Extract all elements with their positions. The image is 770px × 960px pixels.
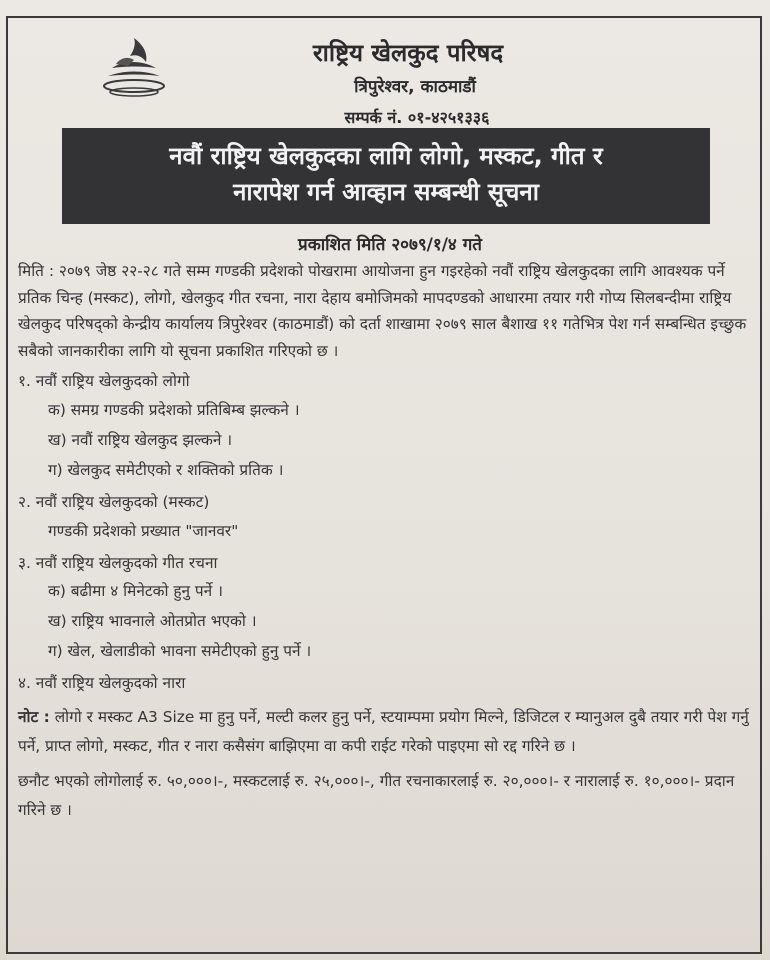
note-label: नोट : <box>18 707 50 726</box>
list-item <box>18 550 752 667</box>
sub-item: क) बढीमा ४ मिनेटको हुनु पर्ने । <box>48 582 223 601</box>
national-sports-council-logo-icon <box>98 34 170 100</box>
item-heading: ४. नवौं राष्ट्रिय खेलकुदको नारा <box>18 674 186 693</box>
sub-item: ख) राष्ट्रिय भावनाले ओतप्रोत भएको । <box>48 612 257 631</box>
org-address: त्रिपुरेश्वर, काठमाडौं <box>354 77 476 97</box>
sub-item: ग) खेल, खेलाडीको भावना समेटीएको हुनु पर्ने । <box>48 642 312 661</box>
list-item <box>18 670 752 697</box>
sub-item: गण्डकी प्रदेशको प्रख्यात "जानवर" <box>48 521 239 540</box>
note-text: लोगो र मस्कट A3 Size मा हुनु पर्ने, मल्टी कलर हुनु पर्ने, स्टयाम्पमा प्रयोग मिल्ने, डिजिटल र म्यानुअल दुबै तयार गरी पेश गर्नु पर्ने, प्राप्त लोगो, मस्कट, गीत र नारा कसैसंग बाझिएमा वा कपी राईट गरेको पाइएमा सो रद्द गरिने छ । <box>18 707 749 755</box>
item-heading: ३. नवौं राष्ट्रिय खेलकुदको गीत रचना <box>18 553 218 572</box>
org-contact: सम्पर्क नं. ०१-४२५१३३६ <box>344 108 490 127</box>
notice-title-banner <box>62 128 710 224</box>
note-paragraph <box>18 703 752 761</box>
published-date: प्रकाशित मिति २०७९/१/४ गते <box>298 235 482 255</box>
org-name: राष्ट्रिय खेलकुद परिषद <box>312 39 504 67</box>
sub-item: ख) नवौं राष्ट्रिय खेलकुद झल्कने । <box>48 430 233 449</box>
list-item <box>18 489 752 546</box>
sub-item: ग) खेलकुद समेटीएको र शक्तिको प्रतिक । <box>48 460 284 479</box>
intro-paragraph: मिति : २०७९ जेष्ठ २२-२८ गते सम्म गण्डकी प्रदेशको पोखरामा आयोजना हुन गइरहेको नवौं राष्ट्रिय खेलकुदका लागि आवश्यक पर्ने प्रतिक चिन्ह (मस्कट), लोगो, खेलकुद गीत रचना, नारा देहाय बमोजिमको मापदण्डको आधारमा तयार गरी गोप्य सिलबन्दीमा राष्ट्रिय खेलकुद परिषद्को केन्द्रीय कार्यालय त्रिपुरेश्वर (काठमाडौं) को दर्ता शाखामा २०७९ साल बैशाख ११ गतेभित्र पेश गर्न सम्बन्धित इच्छुक सबैको जानकारीका लागि यो सूचना प्रकाशित गरिएको छ । <box>18 262 747 360</box>
banner-line-2: नारापेश गर्न आव्हान सम्बन्धी सूचना <box>233 178 539 206</box>
banner-line-1: नवौं राष्ट्रिय खेलकुदका लागि लोगो, मस्कट, गीत र <box>169 142 603 170</box>
list-item <box>18 368 752 485</box>
item-heading: १. नवौं राष्ट्रिय खेलकुदको लोगो <box>18 372 190 391</box>
notice-body <box>18 258 752 825</box>
item-heading: २. नवौं राष्ट्रिय खेलकुदको (मस्कट) <box>18 492 210 511</box>
sub-item: क) समग्र गण्डकी प्रदेशको प्रतिबिम्ब झल्कने । <box>48 400 300 419</box>
prize-paragraph: छनौट भएको लोगोलाई रु. ५०,०००।-, मस्कटलाई रु. २५,०००।-, गीत रचनाकारलाई रु. २०,०००।- र नारालाई रु. १०,०००।- प्रदान गरिने छ । <box>18 771 735 819</box>
